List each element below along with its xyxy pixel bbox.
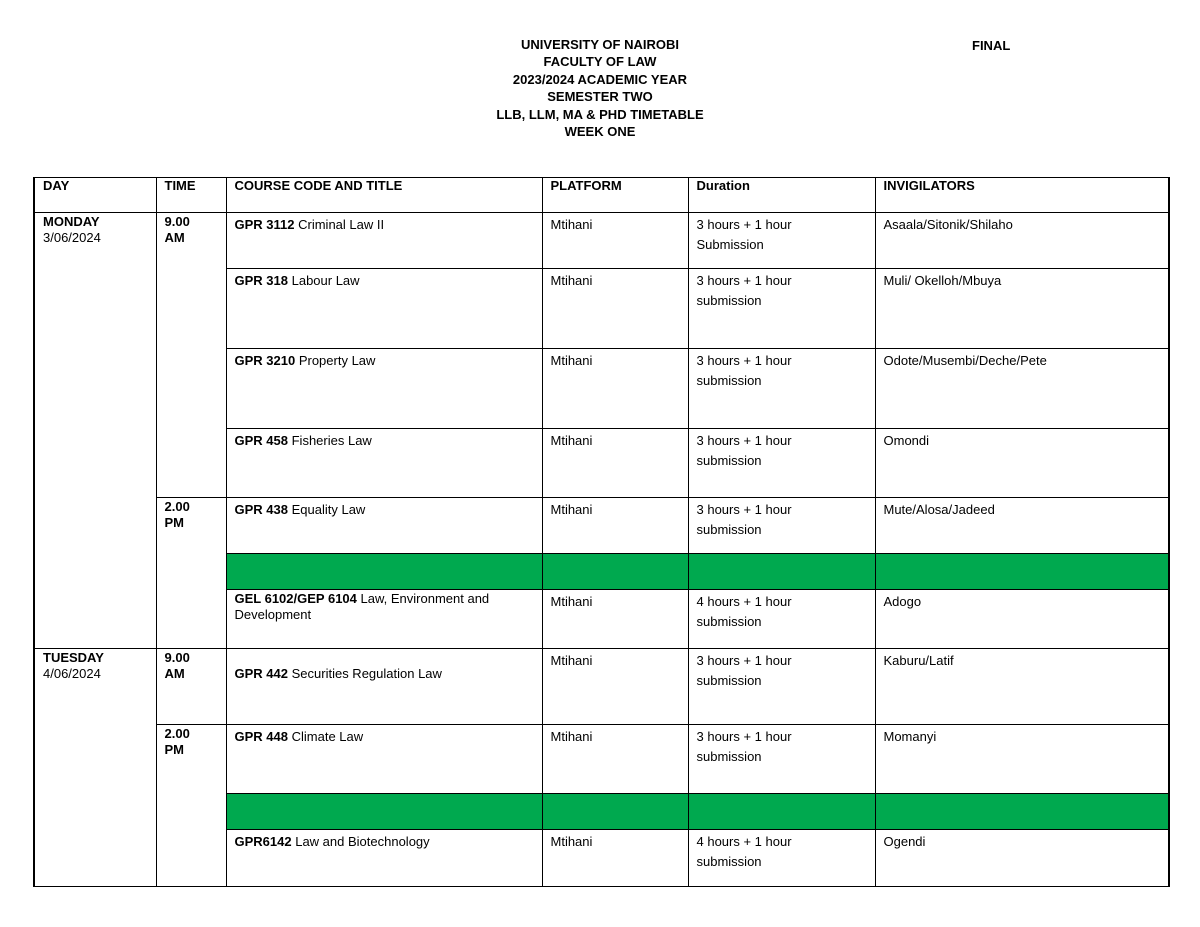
exam-timetable — [33, 177, 1170, 887]
day-name: TUESDAY — [43, 650, 104, 665]
column-header-duration: Duration — [688, 178, 875, 213]
day-date: 4/06/2024 — [43, 666, 101, 681]
table-header-row — [34, 178, 1169, 213]
platform-cell: Mtihani — [542, 590, 688, 649]
duration-text: 4 hours + 1 hour — [696, 594, 792, 609]
platform-cell: Mtihani — [542, 649, 688, 725]
course-title: Fisheries Law — [291, 433, 372, 448]
course-cell — [226, 649, 542, 725]
invigilators-cell: Asaala/Sitonik/Shilaho — [875, 213, 1169, 269]
course-cell — [226, 429, 542, 498]
course-cell — [226, 269, 542, 349]
separator-cell — [226, 554, 542, 590]
table-row — [34, 498, 1169, 554]
platform-cell: Mtihani — [542, 498, 688, 554]
duration-cell — [688, 213, 875, 269]
document-header — [400, 36, 800, 140]
invigilators-cell: Mute/Alosa/Jadeed — [875, 498, 1169, 554]
header-faculty: FACULTY OF LAW — [543, 54, 657, 70]
course-title: Securities Regulation Law — [291, 666, 442, 681]
invigilators-cell: Muli/ Okelloh/Mbuya — [875, 269, 1169, 349]
header-programmes: LLB, LLM, MA & PHD TIMETABLE — [496, 106, 704, 122]
course-title: Criminal Law II — [298, 217, 385, 232]
day-cell-tuesday — [34, 649, 156, 887]
header-academic-year: 2023/2024 ACADEMIC YEAR — [512, 71, 688, 87]
separator-cell — [542, 794, 688, 830]
column-header-time: TIME — [156, 178, 226, 213]
platform-cell: Mtihani — [542, 725, 688, 794]
duration-submission: submission — [696, 854, 762, 869]
duration-cell — [688, 349, 875, 429]
header-week: WEEK ONE — [564, 124, 636, 140]
platform-cell: Mtihani — [542, 429, 688, 498]
duration-submission: submission — [696, 673, 762, 688]
course-code: GPR 458 — [234, 433, 288, 448]
duration-text: 4 hours + 1 hour — [696, 834, 792, 849]
duration-text: 3 hours + 1 hour — [696, 217, 792, 232]
platform-cell: Mtihani — [542, 349, 688, 429]
time-cell-tuesday-am: 9.00 AM — [156, 649, 226, 725]
column-header-invigilators: INVIGILATORS — [875, 178, 1169, 213]
course-title: Labour Law — [291, 273, 360, 288]
course-cell — [226, 498, 542, 554]
duration-text: 3 hours + 1 hour — [696, 353, 792, 368]
day-date: 3/06/2024 — [43, 230, 101, 245]
column-header-day: DAY — [34, 178, 156, 213]
column-header-course: COURSE CODE AND TITLE — [226, 178, 542, 213]
course-cell — [226, 725, 542, 794]
course-title: Property Law — [298, 353, 376, 368]
course-code: GPR 442 — [234, 666, 288, 681]
course-cell — [226, 213, 542, 269]
duration-cell — [688, 649, 875, 725]
course-code: GPR 3210 — [234, 353, 296, 368]
header-semester: SEMESTER TWO — [547, 89, 653, 105]
time-cell-tuesday-pm: 2.00 PM — [156, 725, 226, 887]
course-code: GPR 3112 — [234, 217, 295, 232]
separator-cell — [688, 554, 875, 590]
course-cell — [226, 830, 542, 887]
platform-cell: Mtihani — [542, 269, 688, 349]
separator-cell — [688, 794, 875, 830]
duration-cell — [688, 429, 875, 498]
duration-text: 3 hours + 1 hour — [696, 653, 792, 668]
invigilators-cell: Ogendi — [875, 830, 1169, 887]
duration-text: 3 hours + 1 hour — [696, 433, 792, 448]
invigilators-cell: Kaburu/Latif — [875, 649, 1169, 725]
invigilators-cell: Adogo — [875, 590, 1169, 649]
duration-submission: submission — [696, 749, 762, 764]
course-title: Climate Law — [291, 729, 364, 744]
final-status-label: FINAL — [972, 38, 1011, 53]
invigilators-cell: Omondi — [875, 429, 1169, 498]
duration-submission: submission — [696, 522, 762, 537]
course-title: Law, Environment and Development — [234, 591, 490, 622]
header-university: UNIVERSITY OF NAIROBI — [521, 37, 679, 52]
separator-cell — [875, 554, 1169, 590]
duration-text: 3 hours + 1 hour — [696, 729, 792, 744]
course-code: GEL 6102/GEP 6104 — [234, 591, 357, 606]
duration-text: 3 hours + 1 hour — [696, 273, 792, 288]
column-header-platform: PLATFORM — [542, 178, 688, 213]
table-row — [34, 725, 1169, 794]
table-row — [34, 213, 1169, 269]
platform-cell: Mtihani — [542, 830, 688, 887]
invigilators-cell: Momanyi — [875, 725, 1169, 794]
course-code: GPR 438 — [234, 502, 288, 517]
course-code: GPR6142 — [234, 834, 292, 849]
table-row — [34, 649, 1169, 725]
course-code: GPR 448 — [234, 729, 288, 744]
day-cell-monday — [34, 213, 156, 649]
course-cell — [226, 349, 542, 429]
duration-submission: Submission — [696, 237, 764, 252]
course-code: GPR 318 — [234, 273, 288, 288]
duration-submission: submission — [696, 453, 762, 468]
duration-cell — [688, 269, 875, 349]
course-cell — [226, 590, 542, 649]
day-name: MONDAY — [43, 214, 100, 229]
separator-cell — [226, 794, 542, 830]
time-cell-monday-pm: 2.00 PM — [156, 498, 226, 649]
duration-cell — [688, 498, 875, 554]
duration-submission: submission — [696, 614, 762, 629]
time-cell-monday-am: 9.00 AM — [156, 213, 226, 498]
course-title: Equality Law — [291, 502, 366, 517]
course-title: Law and Biotechnology — [295, 834, 430, 849]
separator-cell — [875, 794, 1169, 830]
platform-cell: Mtihani — [542, 213, 688, 269]
invigilators-cell: Odote/Musembi/Deche/Pete — [875, 349, 1169, 429]
duration-cell — [688, 725, 875, 794]
duration-cell — [688, 830, 875, 887]
duration-text: 3 hours + 1 hour — [696, 502, 792, 517]
separator-cell — [542, 554, 688, 590]
duration-submission: submission — [696, 373, 762, 388]
duration-submission: submission — [696, 293, 762, 308]
duration-cell — [688, 590, 875, 649]
